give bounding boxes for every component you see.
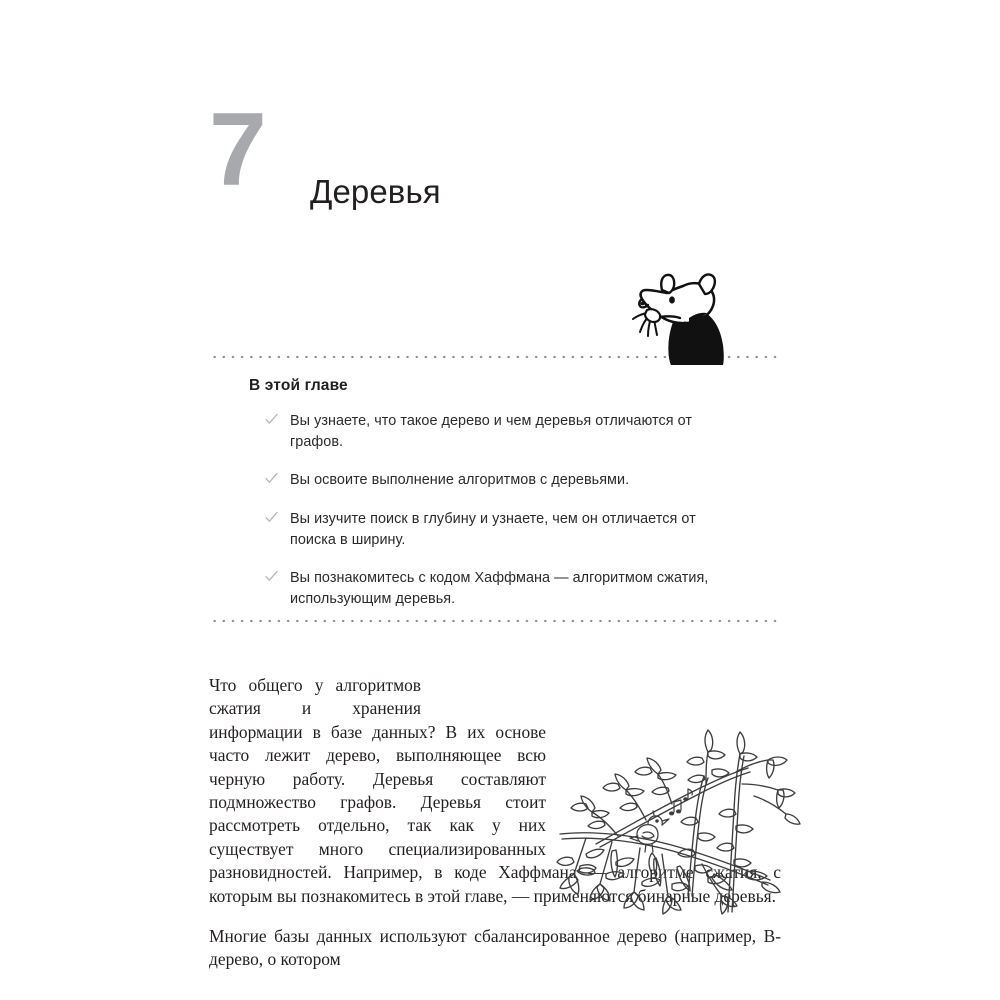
list-item [249, 568, 719, 610]
paragraph: Многие базы данных используют сбалансированное дерево (например, B-дерево, о котором [209, 926, 781, 970]
capybara-mascot-illustration [627, 272, 732, 372]
list-item-text: Вы узнаете, что такое дерево и чем деревья отличаются от графов. [290, 413, 692, 451]
text-wrap-spacer [421, 674, 636, 700]
list-item-text: Вы познакомитесь с кодом Хаффмана — алгоритмом сжатия, использующим деревья. [290, 569, 709, 608]
chapter-number: 7 [209, 92, 265, 208]
chapter-objectives-list [249, 411, 719, 610]
text-wrap-spacer [636, 674, 781, 696]
body-text [209, 674, 781, 972]
dotted-rule-bottom [210, 619, 780, 623]
checkmark-icon [265, 413, 278, 426]
list-item [249, 470, 719, 491]
list-item-text: Вы освоите выполнение алгоритмов с деревьями. [290, 472, 630, 489]
checkmark-icon [265, 570, 278, 583]
in-this-chapter-heading: В этой главе [249, 377, 348, 394]
chapter-title: Деревья [310, 173, 441, 211]
in-this-chapter-section [249, 377, 719, 610]
list-item [249, 509, 719, 551]
text-wrap-spacer [546, 700, 781, 850]
list-item-text: Вы изучите поиск в глубину и узнаете, чем он отличается от поиска в ширину. [290, 510, 696, 548]
paragraph: Что общего у алгоритмов сжатия и хранения информации в базе данных? В их основе часто лежит дерево, выполняющее всю черную работу. Деревья составляют подмножество графов. Деревья стоит рассмотреть отдельно, так как у них существует много специализированных разновидностей. Например, в коде Хаффмана — алгоритме сжатия, с которым вы познакомитесь в этой главе, — применяются бинарные деревья. [209, 675, 781, 906]
chapter-header [209, 92, 809, 214]
checkmark-icon [265, 472, 278, 485]
list-item [249, 411, 719, 453]
checkmark-icon [265, 511, 278, 524]
